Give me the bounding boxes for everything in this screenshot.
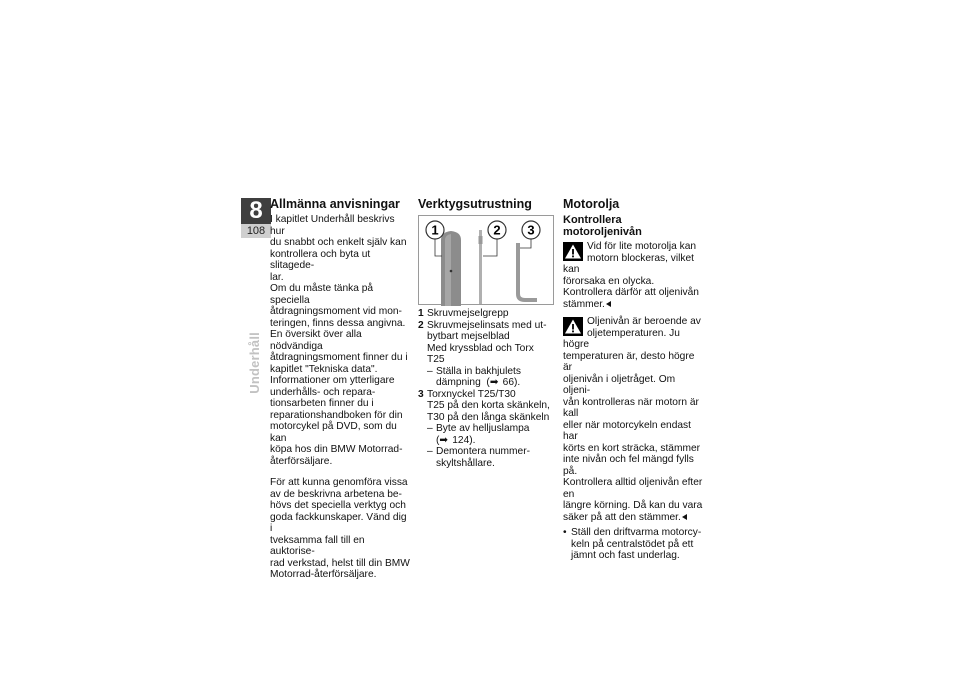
text-line: Motorrad-återförsäljare.: [270, 569, 377, 580]
page-reference-arrow-icon: ➡: [439, 434, 448, 446]
page-number: 108: [241, 224, 271, 238]
general-instructions-heading: Allmänna anvisningar: [270, 197, 400, 211]
text-line: keln på centralstödet på ett: [571, 538, 694, 550]
text-line: För att kunna genomföra vissa: [270, 477, 408, 488]
text-line: Oljenivån är beroende av: [587, 316, 701, 327]
tools-column: [418, 197, 556, 469]
end-mark-icon: [682, 514, 687, 520]
legend-number: 1: [418, 308, 424, 319]
text-line: säker på att den stämmer.: [563, 511, 681, 523]
dash-marker: –: [427, 446, 433, 457]
text-line: längre körning. Då kan du vara: [563, 500, 703, 511]
text-line: körts en kort sträcka, stämmer: [563, 442, 700, 454]
text-line: eller när motorcykeln endast har: [563, 419, 691, 442]
text-line: av de beskrivna arbetena be-: [270, 488, 402, 500]
legend-sub-item: [427, 423, 556, 446]
legend-item: [418, 308, 556, 320]
text-line: motorcykel på DVD, som du kan: [270, 421, 397, 444]
warning-triangle-icon: [563, 317, 583, 336]
warning-block-1: [563, 241, 705, 310]
general-instructions-paragraph-2: [270, 477, 410, 581]
text-line: Skruvmejselgrepp: [427, 308, 509, 319]
chapter-number: 8: [241, 198, 271, 224]
text-line: Ställa in bakhjulets: [436, 365, 521, 377]
text-line: motoroljenivån: [563, 226, 642, 238]
text-line: reparationshandboken för din: [270, 409, 403, 421]
legend-sub-item: [427, 366, 556, 389]
text-line: stämmer.: [563, 298, 605, 310]
warning-triangle-icon: [563, 242, 583, 261]
text-line: kapitlet "Tekniska data".: [270, 363, 378, 375]
text-line: tionsarbeten finner du i: [270, 398, 374, 409]
end-mark-icon: [606, 301, 611, 307]
text-line: En översikt över alla nödvändiga: [270, 329, 362, 352]
text-line: förorsaka en olycka.: [563, 275, 655, 287]
text-line: skyltshållare.: [436, 457, 495, 469]
text-line: återförsäljare.: [270, 455, 333, 467]
text-line: åtdragningsmoment finner du i: [270, 352, 408, 363]
text-line: Demontera nummer-: [436, 446, 530, 457]
figure-label-3: 3: [527, 222, 535, 238]
text-line: T30 på den långa skänkeln: [427, 411, 550, 423]
text-line: goda fackkunskaper. Vänd dig i: [270, 511, 407, 534]
page-reference-arrow-icon: ➡: [489, 377, 499, 388]
text-line: lar.: [270, 271, 284, 283]
legend-sub-text: Ställa in bakhjulets dämpning (➡ 66).: [436, 365, 521, 388]
figure-label-2: 2: [493, 222, 501, 238]
text-line: du snabbt och enkelt själv kan: [270, 237, 407, 248]
text-line: Om du måste tänka på speciella: [270, 283, 374, 306]
text-line: Kontrollera: [563, 214, 622, 226]
text-line: köpa hos din BMW Motorrad-: [270, 444, 403, 455]
text-line: Torxnyckel T25/T30: [427, 388, 516, 400]
figure-label-1: 1: [431, 222, 439, 238]
text-line: kontrollera och byta ut slitagede-: [270, 248, 371, 271]
legend-text: [427, 389, 556, 470]
text-line: tveksamma fall till en auktorise-: [270, 534, 365, 557]
legend-sub-text: Byte av helljuslampa (➡ 124).: [436, 423, 530, 446]
text-line: rad verkstad, helst till din BMW: [270, 557, 410, 569]
text-line: motorn blockeras, vilket kan: [563, 252, 695, 275]
torx-key-shape: [518, 243, 537, 300]
engine-oil-heading: Motorolja: [563, 197, 620, 211]
tools-figure: [418, 215, 554, 305]
text-line: hövs det speciella verktyg och: [270, 500, 406, 511]
warning-text-2: [563, 316, 705, 523]
legend-sub-item: [427, 446, 556, 469]
text-line: underhålls- och repara-: [270, 386, 376, 398]
text-line: temperaturen är, desto högre är: [563, 350, 695, 373]
warning-block-2: [563, 316, 705, 523]
legend-text: [427, 320, 556, 389]
text-line: Med kryssblad och Torx: [427, 342, 534, 354]
dash-marker: –: [427, 365, 433, 377]
check-oil-level-subheading: [563, 214, 705, 238]
text-line: vån kontrolleras när motorn är kall: [563, 396, 699, 419]
reference-text: dämpning: [436, 377, 481, 388]
chapter-side-label: Underhåll: [247, 332, 262, 394]
text-line: Skruvmejselinsats med ut-: [427, 319, 547, 331]
instruction-bullet-text: [571, 527, 701, 562]
text-line: I kapitlet Underhåll beskrivs hur: [270, 214, 395, 237]
tools-heading: Verktygsutrustning: [418, 197, 532, 211]
text-line: Informationer om ytterligare: [270, 375, 395, 386]
text-line: teringen, finns dessa angivna.: [270, 317, 406, 329]
instruction-bullet-item: [563, 527, 705, 562]
legend-number: 3: [418, 388, 424, 400]
page-reference[interactable]: 66).: [502, 377, 521, 388]
text-line: oljenivån i oljetråget. Om oljeni-: [563, 373, 676, 396]
text-line: inte nivån och fel mängd fylls på.: [563, 454, 694, 477]
text-line: oljetemperaturen. Ju högre: [563, 327, 680, 350]
text-line: åtdragningsmoment vid mon-: [270, 306, 402, 317]
text-line: Ställ den driftvarma motorcy-: [571, 527, 702, 538]
legend-sub-text: [436, 446, 530, 469]
legend-item: [418, 389, 556, 470]
text-line: T25 på den korta skänkeln,: [427, 400, 550, 411]
text-line: Byte av helljuslampa: [436, 423, 530, 434]
tools-legend: [418, 308, 556, 469]
text-line: T25: [427, 354, 445, 365]
text-line: jämnt och fast underlag.: [571, 550, 680, 561]
legend-number: 2: [418, 319, 424, 331]
general-instructions-column: [270, 197, 410, 581]
legend-item: [418, 320, 556, 389]
tools-illustration: [419, 216, 555, 306]
legend-text: [427, 308, 556, 320]
text-line: Kontrollera därför att oljenivån: [563, 287, 699, 298]
page-reference[interactable]: 124).: [452, 434, 476, 446]
text-line: Kontrollera alltid oljenivån efter en: [563, 477, 703, 500]
dash-marker: –: [427, 423, 433, 434]
warning-text-1: [563, 241, 705, 310]
engine-oil-column: [563, 197, 705, 562]
bullet-marker: •: [563, 527, 567, 538]
general-instructions-paragraph-1: [270, 214, 410, 467]
text-line: bytbart mejselblad: [427, 331, 510, 342]
text-line: Vid för lite motorolja kan: [587, 241, 697, 252]
